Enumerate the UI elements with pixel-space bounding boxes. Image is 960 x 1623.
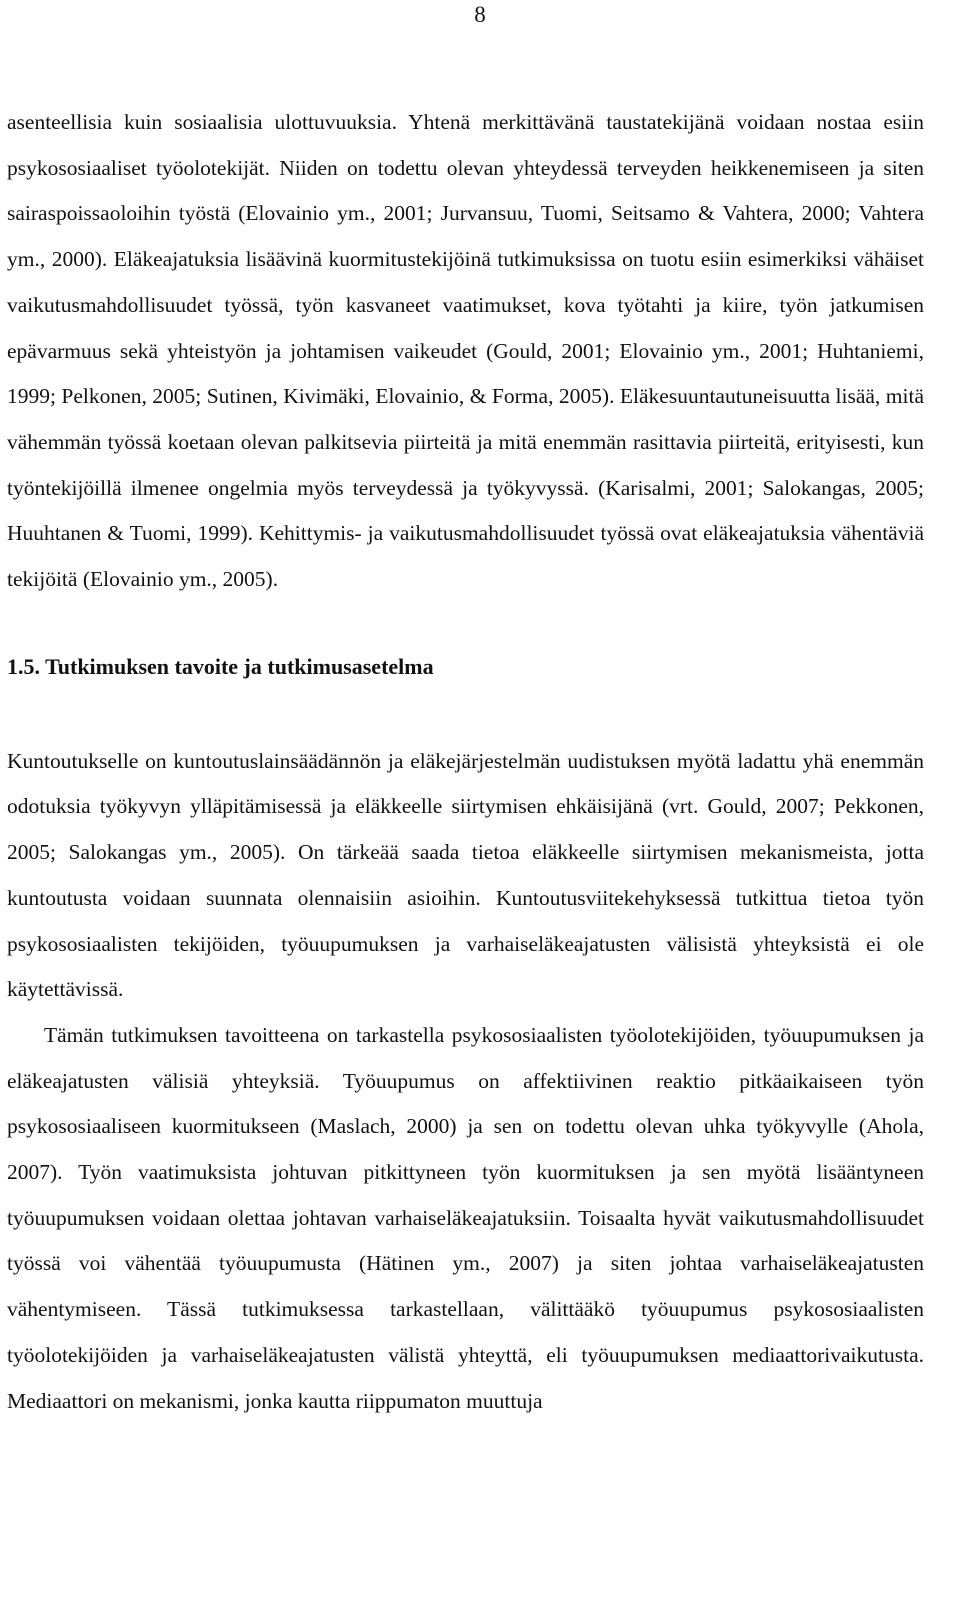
paragraph-intro: asenteellisia kuin sosiaalisia ulottuvuuksia. Yhtenä merkittävänä taustatekijänä voidaan nostaa esiin psykososiaaliset työolotekijät. Niiden on todettu olevan yhteydessä terveyden heikkenemiseen ja siten sairaspoissaoloihin työstä (Elovainio ym., 2001; Jurvansuu, Tuomi, Seitsamo & Vahtera, 2000; Vahtera ym., 2000). Eläkeajatuksia lisäävinä kuormitustekijöinä tutkimuksissa on tuotu esiin esimerkiksi vähäiset vaikutusmahdollisuudet työssä, työn kasvaneet vaatimukset, kova työtahti ja kiire, työn jatkumisen epävarmuus sekä yhteistyön ja johtamisen vaikeudet (Gould, 2001; Elovainio ym., 2001; Huhtaniemi, 1999; Pelkonen, 2005; Sutinen, Kivimäki, Elovainio, & Forma, 2005). Eläkesuuntautuneisuutta lisää, mitä vähemmän työssä koetaan olevan palkitsevia piirteitä ja mitä enemmän rasittavia piirteitä, erityisesti, kun työntekijöillä ilmenee ongelmia myös terveydessä ja työkyvyssä. (Karisalmi, 2001; Salokangas, 2005; Huuhtanen & Tuomi, 1999). Kehittymis- ja vaikutusmahdollisuudet työssä ovat eläkeajatuksia vähentäviä tekijöitä (Elovainio ym., 2005). (7, 110, 924, 592)
page-number: 8 (474, 2, 486, 27)
section-heading: 1.5. Tutkimuksen tavoite ja tutkimusasetelma (7, 653, 434, 679)
paragraph-rehabilitation: Kuntoutukselle on kuntoutuslainsäädännön ja eläkejärjestelmän uudistuksen myötä ladattu yhä enemmän odotuksia työkyvyn ylläpitämisessä ja eläkkeelle siirtymisen ehkäisijänä (vrt. Gould, 2007; Pekkonen, 2005; Salokangas ym., 2005). On tärkeää saada tietoa eläkkeelle siirtymisen mekanismeista, jotta kuntoutusta voidaan suunnata olennaisiin asioihin. Kuntoutusviitekehyksessä tutkittua tietoa työn psykososiaalisten tekijöiden, työuupumuksen ja varhaiseläkeajatusten välisistä yhteyksistä ei ole käytettävissä. (7, 748, 924, 1002)
spacer (7, 682, 924, 739)
document-body (7, 100, 924, 1424)
spacer (7, 603, 924, 652)
paragraph-study-aim: Tämän tutkimuksen tavoitteena on tarkastella psykososiaalisten työolotekijöiden, työuupumuksen ja eläkeajatusten välisiä yhteyksiä. Työuupumus on affektiivinen reaktio pitkäaikaiseen työn psykososiaaliseen kuormitukseen (Maslach, 2000) ja sen on todettu olevan uhka työkyvylle (Ahola, 2007). Työn vaatimuksista johtuvan pitkittyneen työn kuormituksen ja sen myötä lisääntyneen työuupumuksen voidaan olettaa johtavan varhaiseläkeajatuksiin. Toisaalta hyvät vaikutusmahdollisuudet työssä voi vähentää työuupumusta (Hätinen ym., 2007) ja siten johtaa varhaiseläkeajatusten vähentymiseen. Tässä tutkimuksessa tarkastellaan, välittääkö työuupumus psykososiaalisten työolotekijöiden ja varhaiseläkeajatusten välistä yhteyttä, eli työuupumuksen mediaattorivaikutusta. Mediaattori on mekanismi, jonka kautta riippumaton muuttuja (7, 1022, 924, 1413)
